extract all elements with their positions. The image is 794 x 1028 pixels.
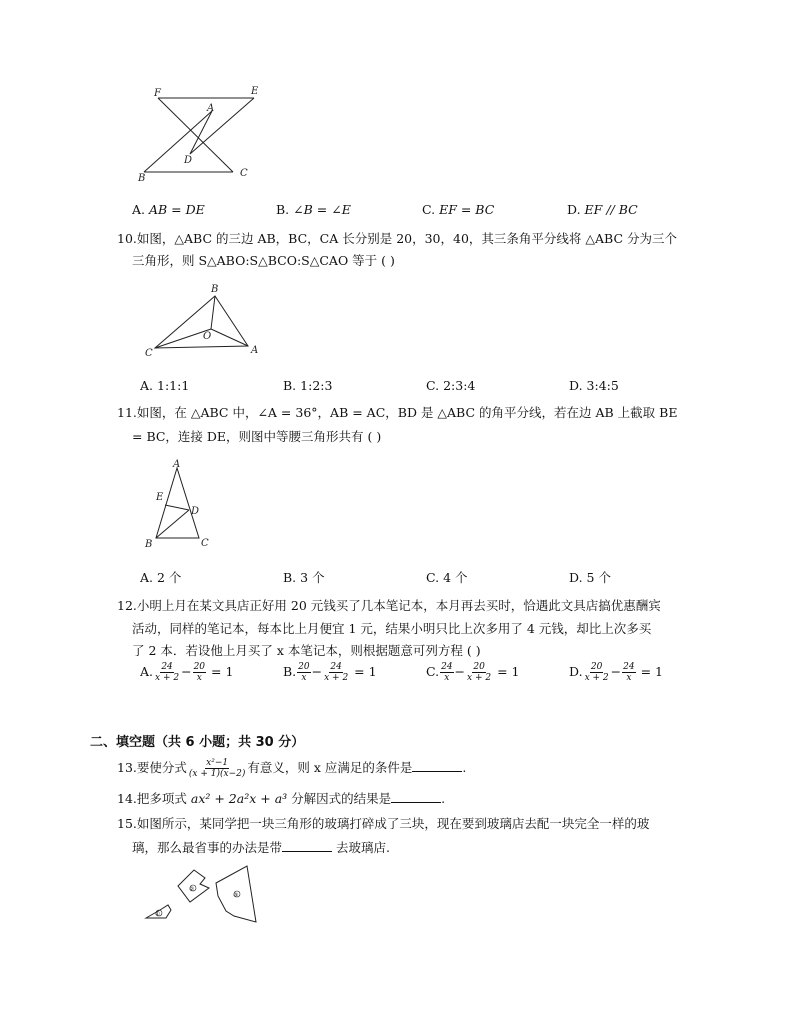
glass-piece-1-label: ① <box>155 911 161 918</box>
q9-option-d[interactable]: D. EF // BC <box>567 202 638 217</box>
q11-option-a[interactable]: A. 2 个 <box>140 570 182 585</box>
q10-option-a[interactable]: A. 1:1:1 <box>140 378 190 393</box>
q9-option-b[interactable]: B. ∠B = ∠E <box>276 202 351 217</box>
segment-ed <box>165 505 189 510</box>
q13-answer-blank[interactable] <box>412 759 462 772</box>
q10-line1 <box>117 229 677 247</box>
q11-option-b[interactable]: B. 3 个 <box>283 570 325 585</box>
section-title-fill-in: 二、填空题（共 6 小题；共 30 分） <box>90 735 305 750</box>
q11-label-d: D <box>191 506 200 517</box>
q10-number: 10. <box>117 231 137 246</box>
q14-expression: ax² + 2a²x + a³ <box>190 791 288 806</box>
q9-label-a: A <box>207 103 215 114</box>
q10-stem-line2: 三角形，则 S△ABO:S△BCO:S△CAO 等于 ( ) <box>132 253 395 268</box>
q11-label-a: A <box>173 459 181 470</box>
q11-option-c[interactable]: C. 4 个 <box>426 570 468 585</box>
q9-figure <box>130 84 270 184</box>
q9-label-d: D <box>184 155 193 166</box>
q15-number: 15. <box>117 816 137 831</box>
q15-stem-line1: 如图所示，某同学把一块三角形的玻璃打碎成了三块，现在要到玻璃店去配一块完全一样的玻 <box>136 816 650 831</box>
q10-label-b: B <box>211 284 219 295</box>
q11-label-c: C <box>201 538 209 549</box>
q9-label-b: B <box>138 173 146 184</box>
q11-figure <box>140 456 220 551</box>
q12-option-c[interactable]: C. $\frac{24}{x}$ − $\frac{20}{x + 2}$ = 1 <box>426 662 520 683</box>
q13-fraction: $\frac{\text{x²−1}}{(x + 1)(x-2)}$ <box>188 758 246 779</box>
q12-number: 12. <box>117 598 137 613</box>
q9-label-f: F <box>154 88 161 99</box>
q15-figure-glass-pieces <box>138 858 268 928</box>
q10-option-d[interactable]: D. 3:4:5 <box>569 378 619 393</box>
q10-option-b[interactable]: B. 1:2:3 <box>283 378 333 393</box>
q14-number: 14. <box>117 791 137 806</box>
q12-stem-line3: 了 2 本．若设他上月买了 x 本笔记本，则根据题意可列方程 ( ) <box>132 643 481 658</box>
q11-stem-line1: 如图，在 △ABC 中，∠A = 36°，AB = AC，BD 是 △ABC 的角平分线，若在边 AB 上截取 BE <box>136 405 678 420</box>
q10-stem-line1: 如图，△ABC 的三边 AB，BC，CA 长分别是 20，30，40，其三条角平分线将 △ABC 分为三个 <box>136 231 677 246</box>
glass-piece-3-label: ③ <box>233 892 239 899</box>
q9-label-c: C <box>240 168 248 179</box>
triangle-abc <box>155 296 248 348</box>
q11-number: 11. <box>117 405 137 420</box>
q10-figure <box>140 282 270 362</box>
q13-number: 13. <box>117 760 137 775</box>
q11-stem-line2: = BC，连接 DE，则图中等腰三角形共有 ( ) <box>132 429 382 444</box>
q14-answer-blank[interactable] <box>391 790 441 803</box>
triangle-abc <box>156 468 199 538</box>
q15-line1 <box>117 814 649 832</box>
q12-line1 <box>117 596 661 614</box>
q9-option-c[interactable]: C. EF = BC <box>422 202 495 217</box>
q9-label-e: E <box>251 86 259 97</box>
q12-option-a[interactable]: A. $\frac{24}{x + 2}$ − $\frac{20}{x}$ = 1 <box>140 662 234 683</box>
q15-line2: 璃，那么最省事的办法是带 去玻璃店. <box>132 840 390 855</box>
q10-option-c[interactable]: C. 2:3:4 <box>426 378 476 393</box>
q14-line: 14.把多项式 ax² + 2a²x + a³ 分解因式的结果是 . <box>117 791 446 806</box>
q13-line: 13.要使分式 $\frac{\text{x²−1}}{(x + 1)(x-2)}$ 有意义，则 x 应满足的条件是 . <box>117 758 467 779</box>
segment-bo <box>211 296 215 329</box>
segment-bd <box>156 510 189 538</box>
q12-option-b[interactable]: B. $\frac{20}{x}$ − $\frac{24}{x + 2}$ = 1 <box>283 662 377 683</box>
q12-option-d[interactable]: D. $\frac{20}{x + 2}$ − $\frac{24}{x}$ = 1 <box>569 662 663 683</box>
q15-answer-blank[interactable] <box>282 839 332 852</box>
q10-label-a: A <box>251 345 259 356</box>
q12-stem-line1: 小明上月在某文具店正好用 20 元钱买了几本笔记本，本月再去买时，恰遇此文具店搞优惠酬宾 <box>136 598 661 613</box>
segment-ed <box>190 98 254 154</box>
q9-option-a[interactable]: A. AB = DE <box>132 202 205 217</box>
q11-label-e: E <box>156 492 164 503</box>
q11-option-d[interactable]: D. 5 个 <box>569 570 611 585</box>
q11-label-b: B <box>145 539 153 550</box>
segment-fc <box>158 98 233 172</box>
q10-label-c: C <box>145 348 153 359</box>
q10-label-o: O <box>203 331 212 342</box>
glass-piece-2-label: ② <box>189 886 195 893</box>
q12-stem-line2: 活动，同样的笔记本，每本比上月便宜 1 元，结果小明只比上次多用了 4 元钱，却比上次多买 <box>132 621 652 636</box>
q11-line1 <box>117 403 677 421</box>
